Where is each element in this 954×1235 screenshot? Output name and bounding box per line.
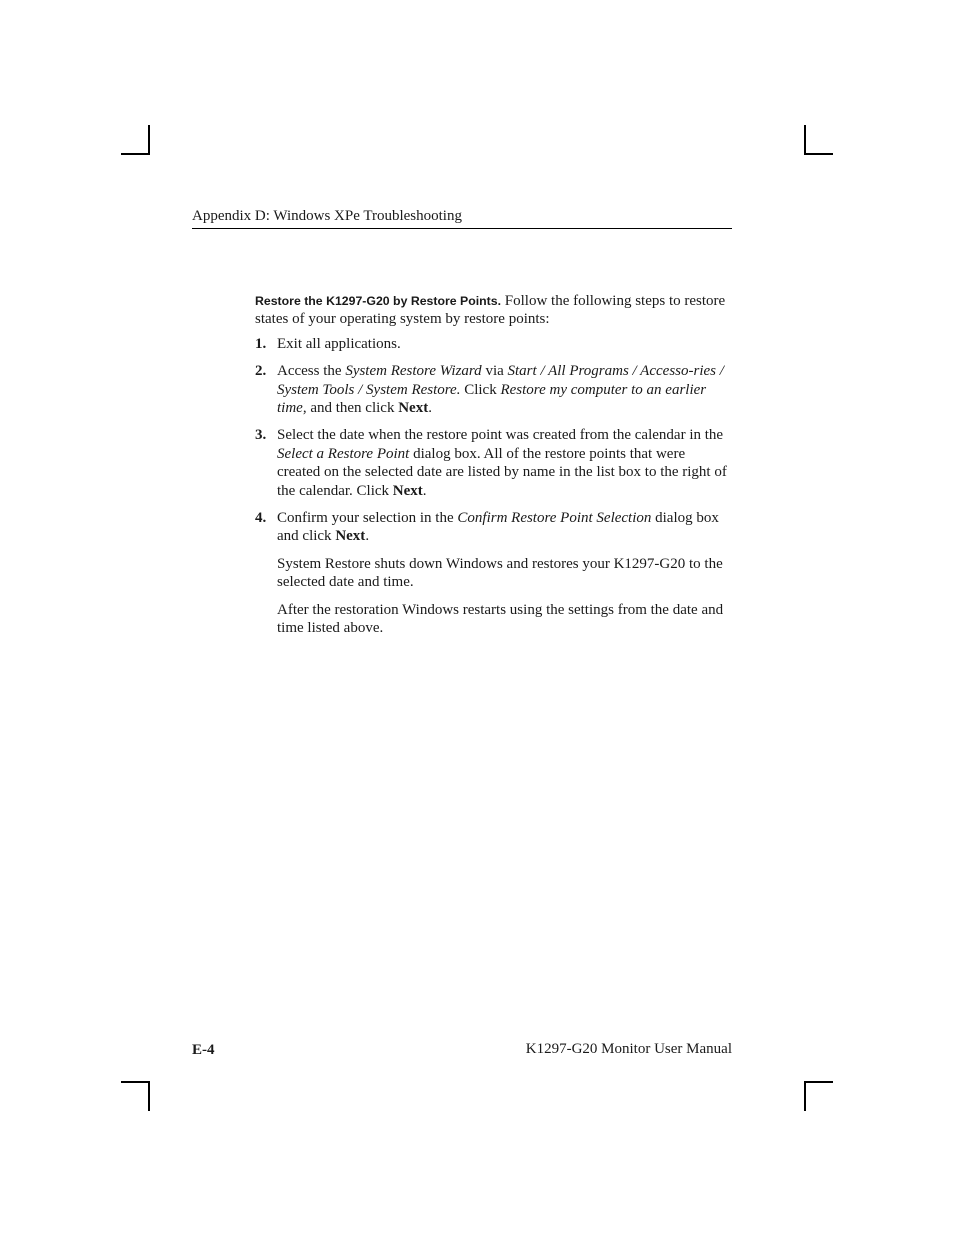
running-head: Appendix D: Windows XPe Troubleshooting [192,207,732,229]
list-item [255,509,730,546]
step-text: via [481,363,508,380]
crop-mark-bottom-right-vertical [804,1081,806,1111]
crop-mark-bottom-left-horizontal [121,1081,150,1083]
button-name: Next [392,482,423,499]
manual-title: K1297-G20 Monitor User Manual [525,1041,732,1057]
restart-paragraph: After the restoration Windows restarts using the settings from the date and time listed above. [277,601,724,637]
step-number: 1. [255,335,267,352]
step-text: Select the date when the restore point was created from the calendar in the [277,427,724,444]
intro-heading: Restore the K1297-G20 by Restore Points. [255,294,502,308]
wizard-name: System Restore Wizard [345,363,482,380]
dialog-name: Select a Restore Point [277,445,410,462]
crop-mark-top-right-vertical [804,125,806,155]
list-item [255,362,730,417]
steps-list [255,335,730,546]
crop-mark-bottom-right-horizontal [804,1081,833,1083]
button-name: Next [335,528,366,545]
intro-paragraph [255,292,730,329]
list-item [255,426,730,500]
button-name: Next [398,400,429,417]
step-number: 4. [255,510,267,527]
crop-mark-top-right-horizontal [804,153,833,155]
step-text: . [428,400,432,417]
step-text: dialog box and click [277,510,719,545]
dialog-name: Confirm Restore Point Selection [457,510,652,527]
step-text: dialog box. All of the restore points that were created on the selected date are listed by name in the list box to the right of the calendar. Click [277,445,727,499]
crop-mark-top-left-horizontal [121,153,150,155]
step-text: Exit all applications. [277,335,401,352]
step-text: . [365,528,370,545]
step-text: . [422,482,427,499]
step-text: Access the [277,363,346,380]
page-number: E-4 [192,1042,215,1058]
step-text: , and then click [302,400,399,417]
option-name: Restore my computer to an earlier time [277,381,707,417]
step-text: Confirm your selection in the [277,510,458,527]
result-paragraph: System Restore shuts down Windows and restores your K1297-G20 to the selected date and time. [277,555,723,591]
step-number: 2. [255,363,267,380]
step-text: Click [460,381,501,398]
list-item [255,335,730,353]
menu-path: Start / All Programs / Accesso-ries / System Tools / System Restore. [277,363,724,398]
page-content [255,292,730,647]
step-number: 3. [255,427,267,444]
crop-mark-bottom-left-vertical [148,1081,150,1111]
crop-mark-top-left-vertical [148,125,150,155]
intro-text: Follow the following steps to restore states of your operating system by restore points: [255,293,726,328]
